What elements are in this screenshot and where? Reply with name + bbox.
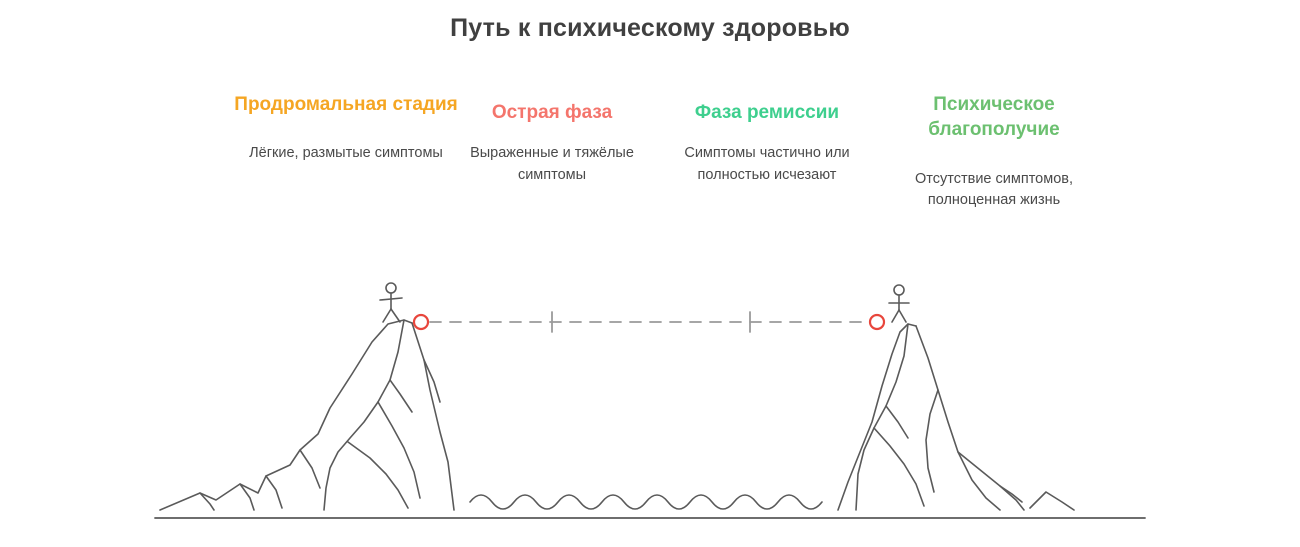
stage-prodromal xyxy=(212,92,480,165)
dashed-bridge-line xyxy=(430,312,868,332)
right-stick-figure-icon xyxy=(889,285,909,322)
mountain-illustration xyxy=(0,262,1300,547)
stage-wellbeing-title: Психическое благополучие xyxy=(928,94,1060,141)
stage-wellbeing-description: Отсутствие симптомов, полноценная жизнь xyxy=(915,170,1073,209)
right-mountain xyxy=(838,324,1074,510)
stage-acute xyxy=(448,100,656,187)
left-mountain xyxy=(160,320,454,510)
stage-remission-title: Фаза ремиссии xyxy=(694,102,840,123)
stage-wellbeing xyxy=(872,92,1116,212)
right-anchor-marker xyxy=(870,315,884,329)
stage-remission-description: Симптомы частично или полностью исчезают xyxy=(684,145,850,184)
page-title: Путь к психическому здоровью xyxy=(450,14,850,42)
stage-prodromal-description: Лёгкие, размытые симптомы xyxy=(249,145,443,162)
stage-acute-title: Острая фаза xyxy=(491,102,613,123)
water-wave-line xyxy=(470,495,822,509)
left-stick-figure-icon xyxy=(380,283,402,322)
stage-acute-description: Выраженные и тяжёлые симптомы xyxy=(470,145,634,184)
stage-remission xyxy=(650,100,884,187)
stage-prodromal-title: Продромальная стадия xyxy=(234,94,458,115)
left-anchor-marker xyxy=(414,315,428,329)
